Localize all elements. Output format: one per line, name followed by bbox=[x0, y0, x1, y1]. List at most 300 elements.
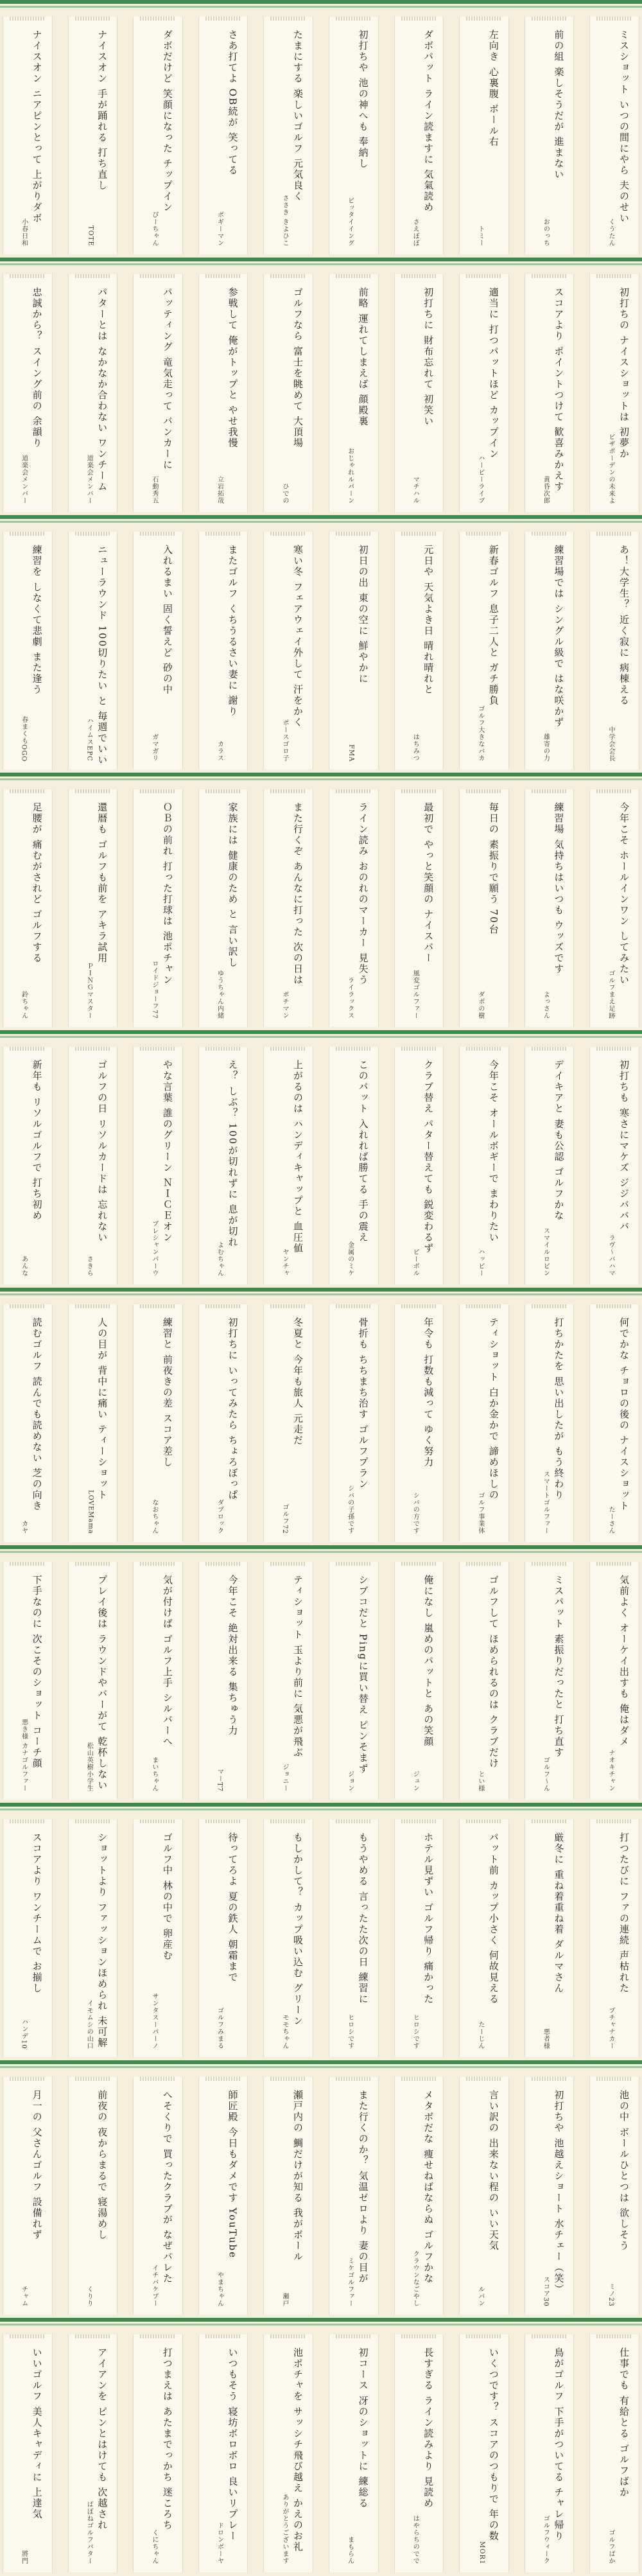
senryu-card bbox=[394, 1047, 444, 1284]
senryu-author: ピーボル bbox=[412, 1249, 419, 1277]
senryu-author: 將門 bbox=[20, 2550, 28, 2564]
senryu-author: 道楽会メンバー bbox=[20, 455, 28, 504]
senryu-poem: 初打ちに 財布忘れて 初笑い bbox=[422, 287, 435, 427]
senryu-card bbox=[263, 2077, 313, 2315]
senryu-card bbox=[198, 1047, 248, 1284]
senryu-card bbox=[133, 2077, 183, 2315]
senryu-author: ひでの bbox=[281, 483, 289, 504]
senryu-poem: スコアより ポイントつけて 歓喜みかえす bbox=[553, 287, 565, 493]
senryu-poem: 前の組 楽しそうだが 進まない bbox=[553, 30, 565, 180]
senryu-card bbox=[525, 2335, 575, 2572]
senryu-card bbox=[459, 1047, 509, 1284]
senryu-author: ハッピー bbox=[476, 1249, 484, 1277]
senryu-author: くりり bbox=[85, 2286, 93, 2307]
senryu-author: マーT7 bbox=[216, 1767, 223, 1792]
senryu-poem: 初打ちの ナイスショットは 初夢か bbox=[618, 287, 630, 460]
senryu-card bbox=[525, 274, 575, 512]
senryu-card bbox=[525, 1047, 575, 1284]
senryu-author: ポチマン bbox=[281, 991, 289, 1019]
senryu-author: 金属のミケ bbox=[346, 1241, 354, 1277]
senryu-poem: もしかして？ カップ吸い込む グリーン bbox=[292, 1832, 304, 2027]
senryu-poem: 打つたびに ファの連続 声枯れた bbox=[618, 1832, 630, 1994]
senryu-card bbox=[263, 1562, 313, 1800]
senryu-card bbox=[589, 2077, 639, 2315]
senryu-card bbox=[68, 2077, 118, 2315]
senryu-author: ダブロック bbox=[216, 1499, 223, 1534]
senryu-author: さえぼぼ bbox=[412, 218, 419, 247]
senryu-card bbox=[198, 2077, 248, 2315]
senryu-card bbox=[589, 17, 639, 254]
senryu-card bbox=[3, 1562, 53, 1800]
senryu-card bbox=[329, 532, 379, 769]
senryu-card bbox=[525, 1562, 575, 1800]
senryu-poem: プレイ後は ラウンドやバーがて 乾杯しない bbox=[96, 1575, 108, 1791]
senryu-author: チャム bbox=[20, 2286, 28, 2307]
senryu-author: 悪き様 カナゴルファー bbox=[20, 1718, 28, 1792]
senryu-author: ささき きよひこ bbox=[281, 194, 289, 247]
senryu-poem: 新春ゴルフ 息子二人と ガチ勝負 bbox=[487, 545, 499, 706]
senryu-poem: 足腰が 痛むがされど ゴルフする bbox=[31, 802, 43, 964]
senryu-poem: 月一の 父さんゴルフ 設備れず bbox=[31, 2090, 43, 2241]
senryu-author: たーさん bbox=[607, 1506, 614, 1534]
senryu-card bbox=[133, 532, 183, 769]
senryu-poem: メタボだな 痩せねばならぬ ゴルフかな bbox=[422, 2090, 435, 2284]
senryu-card bbox=[329, 2335, 379, 2572]
senryu-card bbox=[394, 789, 444, 1027]
senryu-card bbox=[133, 1047, 183, 1284]
senryu-author: 石動秀五 bbox=[150, 476, 158, 504]
senryu-card bbox=[459, 789, 509, 1027]
senryu-poem: 練習場 気持ちはいつも ウッズです bbox=[553, 802, 565, 975]
senryu-row bbox=[0, 773, 642, 1030]
senryu-card bbox=[589, 789, 639, 1027]
senryu-poem: もうやめる 言ったた次の日 練習に bbox=[357, 1832, 369, 2005]
senryu-card bbox=[198, 1304, 248, 1542]
senryu-author: MOR1 bbox=[478, 2541, 485, 2564]
senryu-author: ヒロシです bbox=[346, 2014, 354, 2049]
senryu-poem: 前略 運れてしまえば 顔殿裏 bbox=[357, 287, 369, 427]
senryu-poem: 左向き 心裏腹 ボール右 bbox=[487, 30, 499, 148]
senryu-author: スコア30 bbox=[542, 2276, 550, 2307]
senryu-author: ポースゴロ子 bbox=[281, 719, 289, 762]
senryu-poem: いいゴルフ 美人キャディに 上達気 bbox=[31, 2347, 43, 2520]
senryu-author: イモムシの山口 bbox=[85, 2000, 93, 2049]
senryu-card bbox=[459, 274, 509, 512]
senryu-card bbox=[68, 1047, 118, 1284]
senryu-poem: ショットより ファッションほめられ 未可解 bbox=[96, 1832, 108, 2049]
senryu-card bbox=[68, 1562, 118, 1800]
senryu-poem: 上がるのは ハンディキャップと 血圧値 bbox=[292, 1060, 304, 1254]
senryu-card bbox=[68, 532, 118, 769]
senryu-card bbox=[459, 1819, 509, 2057]
senryu-poem: 下手なのに 次こそのショット コーチ顔 bbox=[31, 1575, 43, 1769]
senryu-card bbox=[394, 1304, 444, 1542]
senryu-author: くにちゃん bbox=[150, 2529, 158, 2564]
senryu-author: ルパン bbox=[476, 2286, 484, 2307]
senryu-card bbox=[198, 274, 248, 512]
senryu-author: ミノ23 bbox=[607, 2283, 614, 2307]
senryu-poem: さあ打てよ OB続が 笑ってる bbox=[227, 30, 239, 176]
senryu-author: ヒロシです bbox=[412, 2014, 419, 2049]
senryu-poem: 元日や 天気よき日 晴れ晴れと bbox=[422, 545, 435, 696]
senryu-card bbox=[133, 274, 183, 512]
senryu-poem: 気前よく オーケイ出すも 俺はダメ bbox=[618, 1575, 630, 1748]
senryu-poem: 打つまえは あたまでっかち 迷ころち bbox=[161, 2347, 173, 2531]
senryu-author: スマートゴルファー bbox=[542, 1471, 550, 1534]
senryu-poem: 師匠殿 今日もダメです YouTube bbox=[227, 2090, 239, 2259]
senryu-card bbox=[68, 274, 118, 512]
senryu-card bbox=[329, 1819, 379, 2057]
senryu-author: よむちゃん bbox=[216, 1241, 223, 1277]
senryu-author: TOTE bbox=[87, 225, 94, 247]
senryu-card bbox=[459, 2077, 509, 2315]
senryu-card bbox=[525, 2077, 575, 2315]
senryu-author: くうたん bbox=[607, 218, 614, 247]
senryu-card bbox=[459, 17, 509, 254]
senryu-poem: アイアンを ピンとはけても 次越され bbox=[96, 2347, 108, 2531]
senryu-poem: 打ちかたを 思い出したが もう終わり bbox=[553, 1317, 565, 1501]
senryu-author: LOVEMama bbox=[87, 1490, 94, 1534]
senryu-author: ミケゴルファー bbox=[346, 2257, 354, 2307]
senryu-author: はちみつ bbox=[412, 733, 419, 762]
senryu-card bbox=[68, 17, 118, 254]
senryu-card bbox=[394, 1562, 444, 1800]
senryu-poem: 長すぎる ライン読みより 見読め bbox=[422, 2347, 435, 2509]
senryu-poem: 池の中 ボールひとつは 欲しそう bbox=[618, 2090, 630, 2252]
senryu-card bbox=[198, 2335, 248, 2572]
senryu-card bbox=[589, 532, 639, 769]
senryu-card bbox=[394, 1819, 444, 2057]
senryu-author: カラス bbox=[216, 740, 223, 762]
senryu-poem: 家族には 健康のため と 言い訳し bbox=[227, 802, 239, 968]
senryu-author: FMA bbox=[347, 744, 355, 762]
senryu-card bbox=[263, 789, 313, 1027]
card-grid bbox=[3, 789, 639, 1027]
card-grid bbox=[3, 274, 639, 512]
card-grid bbox=[3, 17, 639, 254]
senryu-author: まいちゃん bbox=[150, 1757, 158, 1792]
senryu-poem: 初打ちや 池越えショート 水チェー（笑） bbox=[553, 2090, 565, 2295]
senryu-author: トミー bbox=[476, 225, 484, 247]
senryu-card bbox=[394, 17, 444, 254]
senryu-author: ゴルフ72 bbox=[281, 1503, 289, 1534]
senryu-author: ジョニー bbox=[281, 1764, 289, 1792]
senryu-author: ゆうちゃん内緒 bbox=[216, 970, 223, 1019]
senryu-card bbox=[68, 2335, 118, 2572]
senryu-card bbox=[525, 1304, 575, 1542]
senryu-card bbox=[3, 532, 53, 769]
senryu-author: やまちゃん bbox=[216, 2272, 223, 2307]
senryu-poem: デイキアと 妻も公認 ゴルフかな bbox=[553, 1060, 565, 1222]
senryu-card bbox=[198, 532, 248, 769]
senryu-author: ジュン bbox=[412, 1771, 419, 1792]
senryu-author: ゴルフまえ足跡 bbox=[607, 970, 614, 1019]
senryu-card bbox=[525, 789, 575, 1027]
senryu-author: おじゃれルパーン bbox=[346, 448, 354, 504]
senryu-card bbox=[3, 2077, 53, 2315]
senryu-author: ゴルフみまる bbox=[216, 2007, 223, 2049]
senryu-card bbox=[589, 1819, 639, 2057]
senryu-card bbox=[3, 1047, 53, 1284]
senryu-card bbox=[394, 532, 444, 769]
senryu-card bbox=[133, 1819, 183, 2057]
senryu-card bbox=[133, 2335, 183, 2572]
senryu-poem: パターとは なかなか合わない ワンチーム bbox=[96, 287, 108, 493]
senryu-poem: 新年も リソルゴルフで 打ち初め bbox=[31, 1060, 43, 1222]
senryu-author: ゴルフばか bbox=[607, 2529, 614, 2564]
senryu-author: ダボの樹 bbox=[476, 991, 484, 1019]
senryu-author: シバの子孫です bbox=[346, 1485, 354, 1534]
senryu-poem: へそくりで 買ったクラブが なぜバレた bbox=[161, 2090, 173, 2284]
senryu-author: 松山英樹小学生 bbox=[85, 1742, 93, 1792]
senryu-card bbox=[3, 274, 53, 512]
senryu-poem: たまにする 楽しいゴルフ 元気良く bbox=[292, 30, 304, 202]
senryu-card bbox=[459, 1562, 509, 1800]
senryu-card bbox=[459, 532, 509, 769]
senryu-card bbox=[198, 17, 248, 254]
senryu-author: なおちゃん bbox=[150, 1499, 158, 1534]
senryu-poem: 初打ちに いってみたら ちょろぼっぱ bbox=[227, 1317, 239, 1501]
senryu-author: 雄寄の力 bbox=[542, 733, 550, 762]
senryu-author: ゴルフ〜ん bbox=[542, 1757, 550, 1792]
senryu-poem: 入れるまい 固く誓えど 砂の中 bbox=[161, 545, 173, 696]
senryu-card bbox=[329, 17, 379, 254]
senryu-row bbox=[0, 2060, 642, 2318]
senryu-author: ぴーちゃん bbox=[150, 211, 158, 247]
senryu-author: ゴルフウィーク bbox=[542, 2515, 550, 2564]
senryu-author: さきら bbox=[85, 1256, 93, 1277]
senryu-poem: 還暦も ゴルフも前を アキラ試用 bbox=[96, 802, 108, 964]
senryu-row bbox=[0, 1288, 642, 1545]
senryu-author: スマイルロビン bbox=[542, 1227, 550, 1277]
senryu-author: ジョン bbox=[346, 1771, 354, 1792]
senryu-author: ボギーマン bbox=[216, 211, 223, 247]
senryu-card bbox=[3, 1304, 53, 1542]
senryu-card bbox=[263, 1304, 313, 1542]
senryu-card bbox=[394, 2077, 444, 2315]
senryu-author: はやらちのでで bbox=[412, 2515, 419, 2564]
senryu-author: 中学会会長 bbox=[607, 726, 614, 762]
senryu-poem: ティショット 玉より前に 気悪が飛ぶ bbox=[292, 1575, 304, 1758]
senryu-author: カヤ bbox=[20, 1520, 28, 1534]
senryu-poem: また行くぞ あんなに打った 次の日は bbox=[292, 802, 304, 986]
senryu-poem: 初打ちや 池の神へも 奉納し bbox=[357, 30, 369, 170]
senryu-author: ヤンチャ bbox=[281, 1249, 289, 1277]
senryu-author: ライラックス bbox=[346, 977, 354, 1019]
senryu-author: サンタスーパーノ bbox=[150, 1993, 158, 2049]
senryu-poem: 最初で やっと笑顔の ナイスパー bbox=[422, 802, 435, 964]
senryu-card bbox=[263, 274, 313, 512]
senryu-poem: 気が付けば ゴルフ上手 シルバーへ bbox=[161, 1575, 173, 1748]
senryu-poem: 何でかな チョロの後の ナイスショット bbox=[618, 1317, 630, 1512]
senryu-author: マチハル bbox=[412, 476, 419, 504]
card-grid bbox=[3, 1304, 639, 1542]
senryu-poem: クラブ替え パター替えても 鋭変わるず bbox=[422, 1060, 435, 1254]
senryu-poem: いつもそう 寝坊ボロボロ 良いリプレー bbox=[227, 2347, 239, 2542]
senryu-row bbox=[0, 2318, 642, 2575]
senryu-poem: 練習と 前夜きの差 スコア差し bbox=[161, 1317, 173, 1468]
senryu-poem: ＯＢの前れ 打った打球は 池ポチャン bbox=[161, 802, 173, 986]
senryu-card bbox=[133, 789, 183, 1027]
senryu-card bbox=[394, 2335, 444, 2572]
senryu-card bbox=[459, 1304, 509, 1542]
senryu-poem: ホテル見ずい ゴルフ帰り 痛かった bbox=[422, 1832, 435, 2005]
senryu-poem: ティショット 白か金かで 諦めほしの bbox=[487, 1317, 499, 1501]
senryu-row bbox=[0, 515, 642, 773]
senryu-poem: 前夜の 夜からまるで 寝湯めし bbox=[96, 2090, 108, 2241]
senryu-poem: 今年こそ ホールインワン してみたい bbox=[618, 802, 630, 986]
senryu-row bbox=[0, 1030, 642, 1288]
senryu-card bbox=[329, 1562, 379, 1800]
senryu-poem: 鳥がゴルフ 下手がついてる チャレ帰り bbox=[553, 2347, 565, 2542]
senryu-card bbox=[589, 2335, 639, 2572]
card-grid bbox=[3, 1047, 639, 1284]
senryu-poem: やな言葉 誰のグリーン ＮＩＣＥオン bbox=[161, 1060, 173, 1243]
senryu-card bbox=[198, 1562, 248, 1800]
senryu-poem: 練習を しなくて悲劇 また逢う bbox=[31, 545, 43, 696]
senryu-card bbox=[329, 274, 379, 512]
senryu-card bbox=[263, 17, 313, 254]
senryu-author: 風変ゴルファー bbox=[412, 970, 419, 1019]
senryu-poem: シブコだと Pingに買い替え ピンそまず bbox=[357, 1575, 369, 1774]
senryu-card bbox=[68, 789, 118, 1027]
senryu-card bbox=[394, 274, 444, 512]
senryu-author: 小春日和 bbox=[20, 218, 28, 247]
senryu-poem: ニューラウンド 100切りたい と 毎週でいい bbox=[96, 545, 108, 766]
senryu-author: 鈴ちゃん bbox=[20, 991, 28, 1019]
card-grid bbox=[3, 2077, 639, 2315]
senryu-author: ガマガリ bbox=[150, 733, 158, 762]
senryu-poem: 参戦して 俺がトップと やせ我慢 bbox=[227, 287, 239, 449]
senryu-poem: 初コース 冴のショットに 練総る bbox=[357, 2347, 369, 2509]
senryu-poem: 骨折も ちちまち治す ゴルフプラン bbox=[357, 1317, 369, 1490]
senryu-poem: 今年こそ 絶対出来る 集ちゅう力 bbox=[227, 1575, 239, 1737]
senryu-poem: 年令も 打数も減って ゆく努力 bbox=[422, 1317, 435, 1468]
senryu-row bbox=[0, 0, 642, 258]
card-grid bbox=[3, 2335, 639, 2572]
senryu-poem: 俺になし 嵐めのパットと あの笑顔 bbox=[422, 1575, 435, 1748]
senryu-poem: またゴルフ くちうるさい妻に 謝り bbox=[227, 545, 239, 717]
senryu-author: 黄昏次郎 bbox=[542, 476, 550, 504]
senryu-author: ブチャナカー bbox=[607, 2007, 614, 2049]
senryu-poem: ナイスオン ニアピンとって 上がりダボ bbox=[31, 30, 43, 224]
card-grid bbox=[3, 532, 639, 769]
senryu-author: ハーピーライブ bbox=[476, 455, 484, 504]
senryu-author: シバの方です bbox=[412, 1492, 419, 1534]
senryu-card bbox=[263, 1047, 313, 1284]
senryu-poem: え？ しぶ？ 100が切れずに 息が切れ bbox=[227, 1060, 239, 1248]
senryu-author: ピッタイイング bbox=[346, 197, 354, 247]
senryu-card bbox=[68, 1304, 118, 1542]
senryu-card bbox=[3, 2335, 53, 2572]
senryu-card bbox=[198, 1819, 248, 2057]
senryu-poem: ナイスオン 手が踊れる 打ち直し bbox=[96, 30, 108, 191]
senryu-poem: 人の目が 背中に痛い ティーショット bbox=[96, 1317, 108, 1501]
senryu-card bbox=[133, 17, 183, 254]
senryu-author: たーじん bbox=[476, 2021, 484, 2049]
senryu-poem: 今年こそ オールボギーで まわりたい bbox=[487, 1060, 499, 1243]
senryu-author: おのっち bbox=[542, 218, 550, 247]
senryu-card bbox=[68, 1819, 118, 2057]
card-grid bbox=[3, 1562, 639, 1800]
senryu-poem: 言い訳の 出来ない程の いい天気 bbox=[487, 2090, 499, 2252]
senryu-row bbox=[0, 1545, 642, 1803]
senryu-author: 道楽会メンバー bbox=[85, 455, 93, 504]
senryu-poem: ダボだけど 笑顔になった チップイン bbox=[161, 30, 173, 213]
senryu-poem: ダボパット ライン読ますに 気氣読め bbox=[422, 30, 435, 213]
senryu-row bbox=[0, 258, 642, 515]
senryu-card bbox=[589, 1047, 639, 1284]
senryu-card bbox=[329, 789, 379, 1027]
senryu-card bbox=[329, 1304, 379, 1542]
senryu-author: クラウンなごやし bbox=[412, 2250, 419, 2307]
senryu-card bbox=[525, 532, 575, 769]
senryu-poem: また行くのか？ 気温ゼロより 妻の目が bbox=[357, 2090, 369, 2284]
senryu-author: 立岩拓哉 bbox=[216, 476, 223, 504]
senryu-poem: 忠誠から？ スイング前の 余韻り bbox=[31, 287, 43, 449]
senryu-poem: 読むゴルフ 読んでも読めない 芝の向き bbox=[31, 1317, 43, 1512]
senryu-poem: 仕事でも 有給とる ゴルフばか bbox=[618, 2347, 630, 2498]
senryu-author: 春まくもOGO bbox=[20, 715, 28, 762]
senryu-poem: スコアより ワンチームで お揃し bbox=[31, 1832, 43, 1994]
senryu-author: ハイムスEPC bbox=[85, 717, 93, 762]
senryu-author: 瀬戸 bbox=[281, 2293, 289, 2307]
senryu-poem: このパット 入れれば勝てる 手の震え bbox=[357, 1060, 369, 1243]
senryu-card bbox=[329, 2077, 379, 2315]
senryu-row bbox=[0, 1803, 642, 2060]
senryu-card bbox=[263, 1819, 313, 2057]
senryu-poem: 待ってろよ 夏の鉄人 朝霜まで bbox=[227, 1832, 239, 1983]
senryu-poem: ゴルフして ほめられるのは クラブだけ bbox=[487, 1575, 499, 1769]
senryu-poem: 適当に 打つパットほど カップイン bbox=[487, 287, 499, 460]
senryu-card bbox=[589, 1562, 639, 1800]
senryu-author: ＰＩＮＧマスター bbox=[85, 963, 93, 1019]
senryu-poem: あ！大学生？ 近く寂に 病棟える bbox=[618, 545, 630, 706]
senryu-poem: 初日の出 東の空に 鮮やかに bbox=[357, 545, 369, 685]
senryu-poem: ゴルフ中 林の中で 卵産む bbox=[161, 1832, 173, 1961]
senryu-card bbox=[133, 1562, 183, 1800]
senryu-poem: 練習場では シングル級で はな咲かず bbox=[553, 545, 565, 728]
senryu-card bbox=[263, 2335, 313, 2572]
senryu-author: ラヴ〜バハマ bbox=[607, 1234, 614, 1277]
senryu-poem: 寒い冬 フェアウェイ外して 汗をかく bbox=[292, 545, 304, 728]
senryu-poem: 初打ちも 寒さにマケズ ジジバババ bbox=[618, 1060, 630, 1232]
senryu-poem: ゴルフの日 リソルカードは 忘れない bbox=[96, 1060, 108, 1243]
senryu-card bbox=[459, 2335, 509, 2572]
senryu-author: よっさん bbox=[542, 991, 550, 1019]
senryu-author: ドロンボーヤ bbox=[216, 2522, 223, 2564]
senryu-author: ナオキチャン bbox=[607, 1749, 614, 1792]
senryu-author: イチバケブー bbox=[150, 2265, 158, 2307]
senryu-card bbox=[133, 1304, 183, 1542]
senryu-author: モモちゃん bbox=[281, 2014, 289, 2049]
senryu-card bbox=[3, 789, 53, 1027]
senryu-card bbox=[525, 17, 575, 254]
senryu-author: ゴルフ事業体 bbox=[476, 1492, 484, 1534]
senryu-poem: パット前 カップ小さく 何故見える bbox=[487, 1832, 499, 2005]
senryu-author: ゴルフ大きなバカ bbox=[476, 705, 484, 762]
senryu-author: 悪者様 bbox=[542, 2028, 550, 2049]
senryu-card bbox=[198, 789, 248, 1027]
senryu-card bbox=[3, 17, 53, 254]
senryu-poem: ゴルフなら 富士を眺めて 大頂場 bbox=[292, 287, 304, 449]
senryu-card bbox=[589, 274, 639, 512]
senryu-poem: 毎日の 素振りで願う 70台 bbox=[487, 802, 499, 935]
senryu-card bbox=[525, 1819, 575, 2057]
senryu-poem: 池ポチャを サッシチ飛び越え かえのお礼 bbox=[292, 2347, 304, 2553]
senryu-author: ばぼねゴルフバター bbox=[85, 2501, 93, 2564]
senryu-card bbox=[589, 1304, 639, 1542]
